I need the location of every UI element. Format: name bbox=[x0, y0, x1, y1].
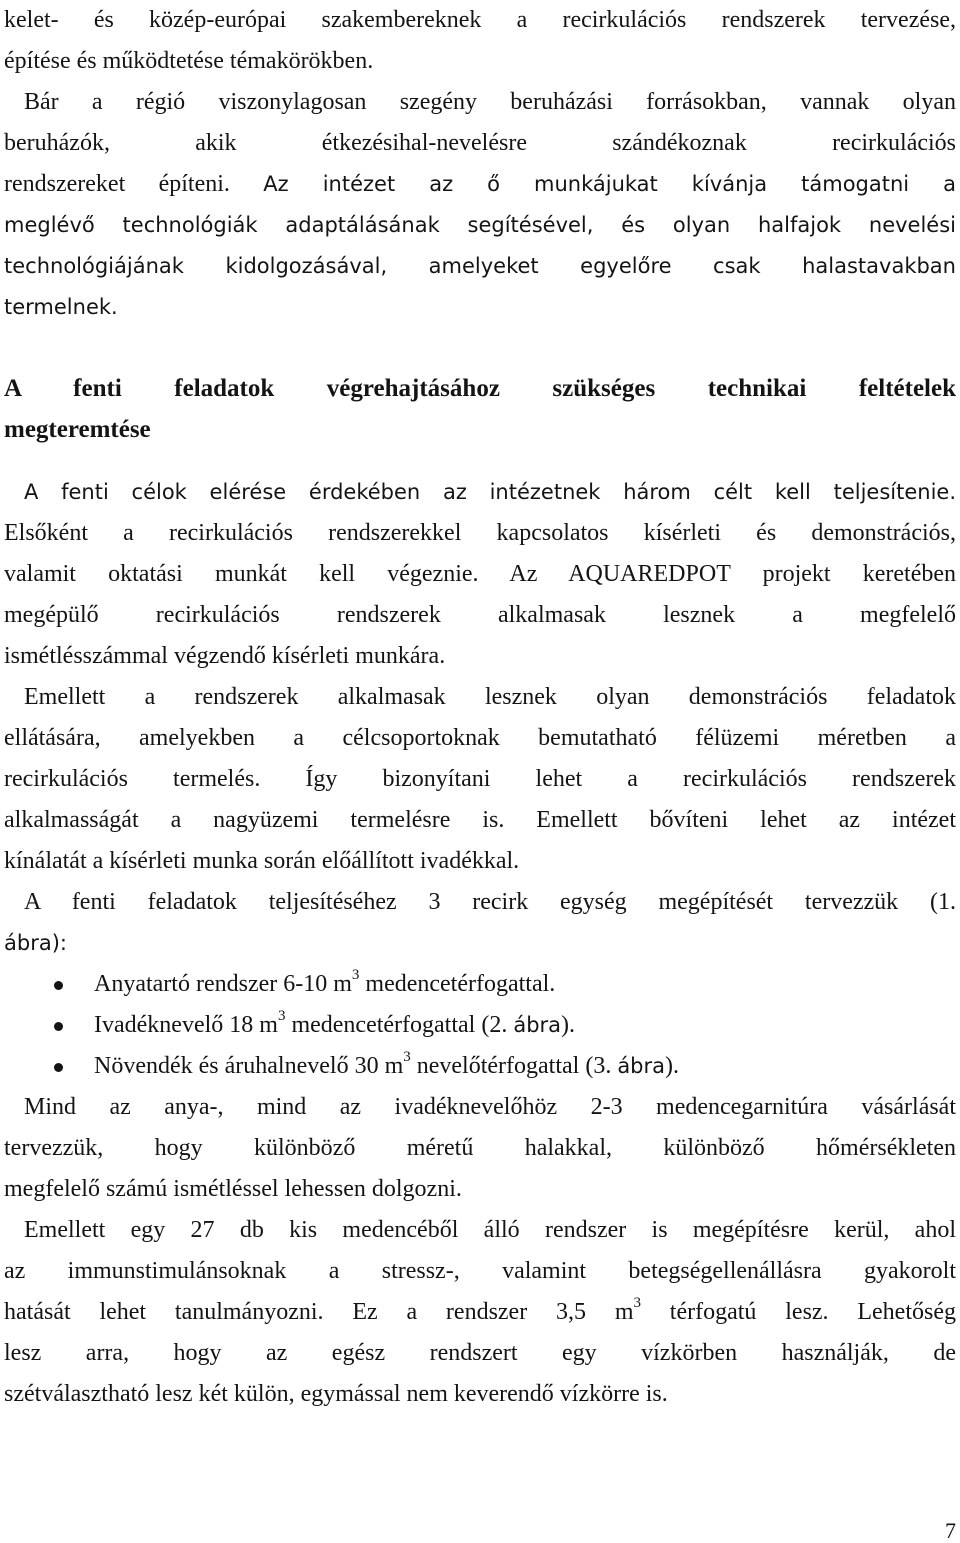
text-line: kelet- és közép-európai szakembereknek a recirkulációs rendszerek tervezése, bbox=[4, 7, 956, 33]
text-segment: hatását lehet tanulmányozni. Ez a rendszer 3,5 m bbox=[4, 1299, 634, 1325]
superscript: 3 bbox=[403, 1049, 411, 1065]
bullet-text: medencetérfogattal. bbox=[359, 971, 556, 997]
text-line: Bár a régió viszonylagosan szegény beruházási forrásokban, vannak olyan bbox=[24, 89, 956, 115]
text-segment: Az intézet az ő munkájukat kívánja támogatni a bbox=[263, 172, 957, 196]
text-line: ábra): bbox=[4, 931, 67, 955]
bullet-text: medencetérfogattal (2. bbox=[285, 1012, 514, 1038]
bullet-text: Ivadéknevelő 18 m bbox=[94, 1012, 278, 1038]
text-line: valamit oktatási munkát kell végeznie. Az AQUAREDPOT projekt keretében bbox=[4, 561, 956, 587]
text-line: alkalmasságát a nagyüzemi termelésre is. Emellett bővíteni lehet az intézet bbox=[4, 807, 956, 833]
bullet-text: ábra bbox=[617, 1054, 666, 1078]
section-heading bbox=[4, 368, 956, 450]
text-line: kínálatát a kísérleti munka során előállított ivadékkal. bbox=[4, 848, 520, 874]
bullet-text: Növendék és áruhalnevelő 30 m bbox=[94, 1053, 404, 1079]
paragraph-units-plan bbox=[4, 882, 956, 964]
text-line: Emellett egy 27 db kis medencéből álló rendszer is megépítésre kerül, ahol bbox=[24, 1217, 956, 1243]
superscript: 3 bbox=[277, 1008, 286, 1024]
text-line: meglévő technológiák adaptálásának segítésével, és olyan halfajok nevelési bbox=[4, 213, 956, 237]
paragraph-intro-continuation bbox=[4, 0, 956, 82]
paragraph-immunostimulant-system bbox=[4, 1210, 956, 1415]
text-line: az immunstimulánsoknak a stressz-, valamint betegségellenállásra gyakorolt bbox=[4, 1258, 956, 1284]
paragraph-goals bbox=[4, 472, 956, 677]
paragraph-region-investors bbox=[4, 82, 956, 328]
text-line: szétválasztható lesz két külön, egymással nem keverendő vízkörre is. bbox=[4, 1381, 668, 1407]
superscript: 3 bbox=[633, 1295, 641, 1311]
paragraph-tank-sets bbox=[4, 1087, 956, 1210]
text-line: építése és működtetése témakörökben. bbox=[4, 48, 374, 74]
text-segment: térfogatú lesz. Lehetőség bbox=[641, 1299, 956, 1325]
text-line: termelnek. bbox=[4, 295, 118, 319]
document-page bbox=[4, 0, 956, 1415]
text-line: A fenti feladatok teljesítéséhez 3 recirk egység megépítését tervezzük (1. bbox=[24, 889, 956, 915]
text-line: Mind az anya-, mind az ivadéknevelőhöz 2-3 medencegarnitúra vásárlását bbox=[24, 1094, 956, 1120]
bullet-item bbox=[4, 1046, 956, 1087]
bullet-icon bbox=[54, 1063, 63, 1072]
bullet-item bbox=[4, 1005, 956, 1046]
text-line-with-superscript bbox=[4, 1292, 956, 1333]
paragraph-demonstration bbox=[4, 677, 956, 882]
text-line: beruházók, akik étkezésihal-nevelésre szándékoznak recirkulációs bbox=[4, 130, 956, 156]
bullet-text: ábra bbox=[513, 1013, 562, 1037]
bullet-text: nevelőtérfogattal (3. bbox=[410, 1053, 618, 1079]
bullet-list bbox=[4, 964, 956, 1087]
text-line: ellátására, amelyekben a célcsoportoknak bemutatható félüzemi méretben a bbox=[4, 725, 956, 751]
text-line: technológiájának kidolgozásával, amelyeket egyelőre csak halastavakban bbox=[4, 254, 956, 278]
text-line: Elsőként a recirkulációs rendszerekkel kapcsolatos kísérleti és demonstrációs, bbox=[4, 520, 956, 546]
text-line: tervezzük, hogy különböző méretű halakkal, különböző hőmérsékleten bbox=[4, 1135, 956, 1161]
text-line: megépülő recirkulációs rendszerek alkalmasak lesznek a megfelelő bbox=[4, 602, 956, 628]
bullet-text: Anyatartó rendszer 6-10 m bbox=[94, 971, 352, 997]
bullet-icon bbox=[54, 981, 63, 990]
text-line: A fenti célok elérése érdekében az intézetnek három célt kell teljesítenie. bbox=[24, 480, 956, 504]
text-line-mixed bbox=[4, 164, 956, 205]
superscript: 3 bbox=[351, 967, 360, 983]
bullet-item bbox=[4, 964, 956, 1005]
text-line: megfelelő számú ismétléssel lehessen dolgozni. bbox=[4, 1176, 462, 1202]
text-line: Emellett a rendszerek alkalmasak lesznek olyan demonstrációs feladatok bbox=[24, 684, 956, 710]
heading-line: A fenti feladatok végrehajtásához szükséges technikai feltételek bbox=[4, 375, 956, 402]
bullet-text: ). bbox=[665, 1053, 680, 1079]
text-segment: rendszereket építeni. bbox=[4, 171, 230, 197]
bullet-icon bbox=[54, 1022, 63, 1031]
heading-line: megteremtése bbox=[4, 416, 151, 443]
bullet-text: ). bbox=[561, 1012, 576, 1038]
text-line: lesz arra, hogy az egész rendszert egy vízkörben használják, de bbox=[4, 1340, 956, 1366]
text-line: ismétlésszámmal végzendő kísérleti munkára. bbox=[4, 643, 446, 669]
text-line: recirkulációs termelés. Így bizonyítani lehet a recirkulációs rendszerek bbox=[4, 766, 956, 792]
page-number: 7 bbox=[945, 1518, 956, 1543]
